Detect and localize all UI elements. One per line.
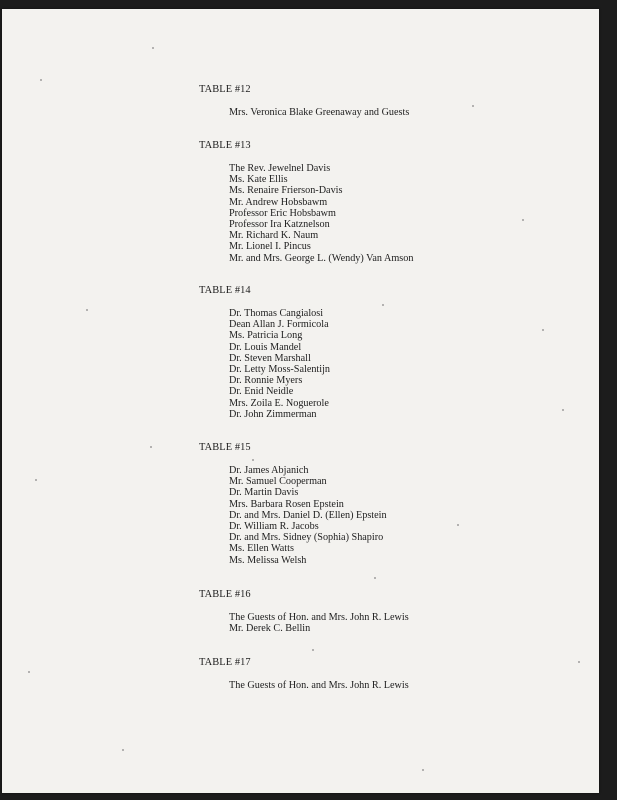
guest-list [229, 465, 387, 566]
guest-name: Ms. Melissa Welsh [229, 554, 307, 566]
table-heading: TABLE #17 [199, 657, 251, 668]
guest-list [229, 107, 409, 118]
guest-name: Dr. John Zimmerman [229, 408, 317, 420]
table-heading: TABLE #12 [199, 84, 251, 95]
guest-name: Mr. Samuel Cooperman [229, 476, 327, 488]
guest-name: The Guests of Hon. and Mrs. John R. Lewis [229, 680, 409, 691]
guest-name: Dr. Martin Davis [229, 487, 299, 499]
guest-list [229, 612, 409, 634]
guest-name: The Guests of Hon. and Mrs. John R. Lewis [229, 612, 409, 623]
guest-name: Mr. Lionel I. Pincus [229, 241, 311, 253]
guest-name: Ms. Renaire Frierson-Davis [229, 185, 343, 197]
guest-name: Dean Allan J. Formicola [229, 319, 329, 331]
table-heading: TABLE #15 [199, 442, 251, 453]
guest-name: Dr. Thomas Cangialosi [229, 308, 324, 319]
guest-name: Dr. Louis Mandel [229, 341, 302, 353]
guest-name: Professor Eric Hobsbawm [229, 207, 336, 219]
guest-name: Dr. Ronnie Myers [229, 375, 303, 387]
guest-name: Dr. Steven Marshall [229, 352, 311, 364]
guest-name: Mrs. Veronica Blake Greenaway and Guests [229, 107, 410, 118]
guest-name: Ms. Ellen Watts [229, 543, 294, 555]
guest-name: Dr. William R. Jacobs [229, 521, 319, 533]
guest-name: The Rev. Jewelnel Davis [229, 163, 331, 174]
guest-name: Mr. Richard K. Naum [229, 230, 319, 242]
guest-name: Mr. Andrew Hobsbawm [229, 196, 328, 208]
guest-name: Dr. Enid Neidle [229, 386, 294, 398]
guest-name: Mrs. Zoila E. Noguerole [229, 397, 329, 409]
guest-name: Dr. James Abjanich [229, 465, 309, 476]
guest-name: Professor Ira Katznelson [229, 219, 330, 231]
guest-name: Dr. and Mrs. Daniel D. (Ellen) Epstein [229, 509, 387, 521]
guest-list [229, 680, 409, 691]
document-page [2, 9, 599, 793]
guest-name: Mr. Derek C. Bellin [229, 623, 311, 635]
guest-name: Dr. and Mrs. Sidney (Sophia) Shapiro [229, 532, 384, 544]
guest-name: Dr. Letty Moss-Salentijn [229, 364, 331, 376]
guest-list [229, 308, 330, 420]
guest-name: Mr. and Mrs. George L. (Wendy) Van Amson [229, 252, 414, 264]
table-heading: TABLE #16 [199, 589, 251, 600]
guest-name: Mrs. Barbara Rosen Epstein [229, 498, 344, 510]
guest-list [229, 163, 413, 264]
guest-name: Ms. Patricia Long [229, 330, 303, 342]
table-heading: TABLE #14 [199, 285, 251, 296]
guest-name: Ms. Kate Ellis [229, 174, 288, 186]
table-heading: TABLE #13 [199, 140, 251, 151]
